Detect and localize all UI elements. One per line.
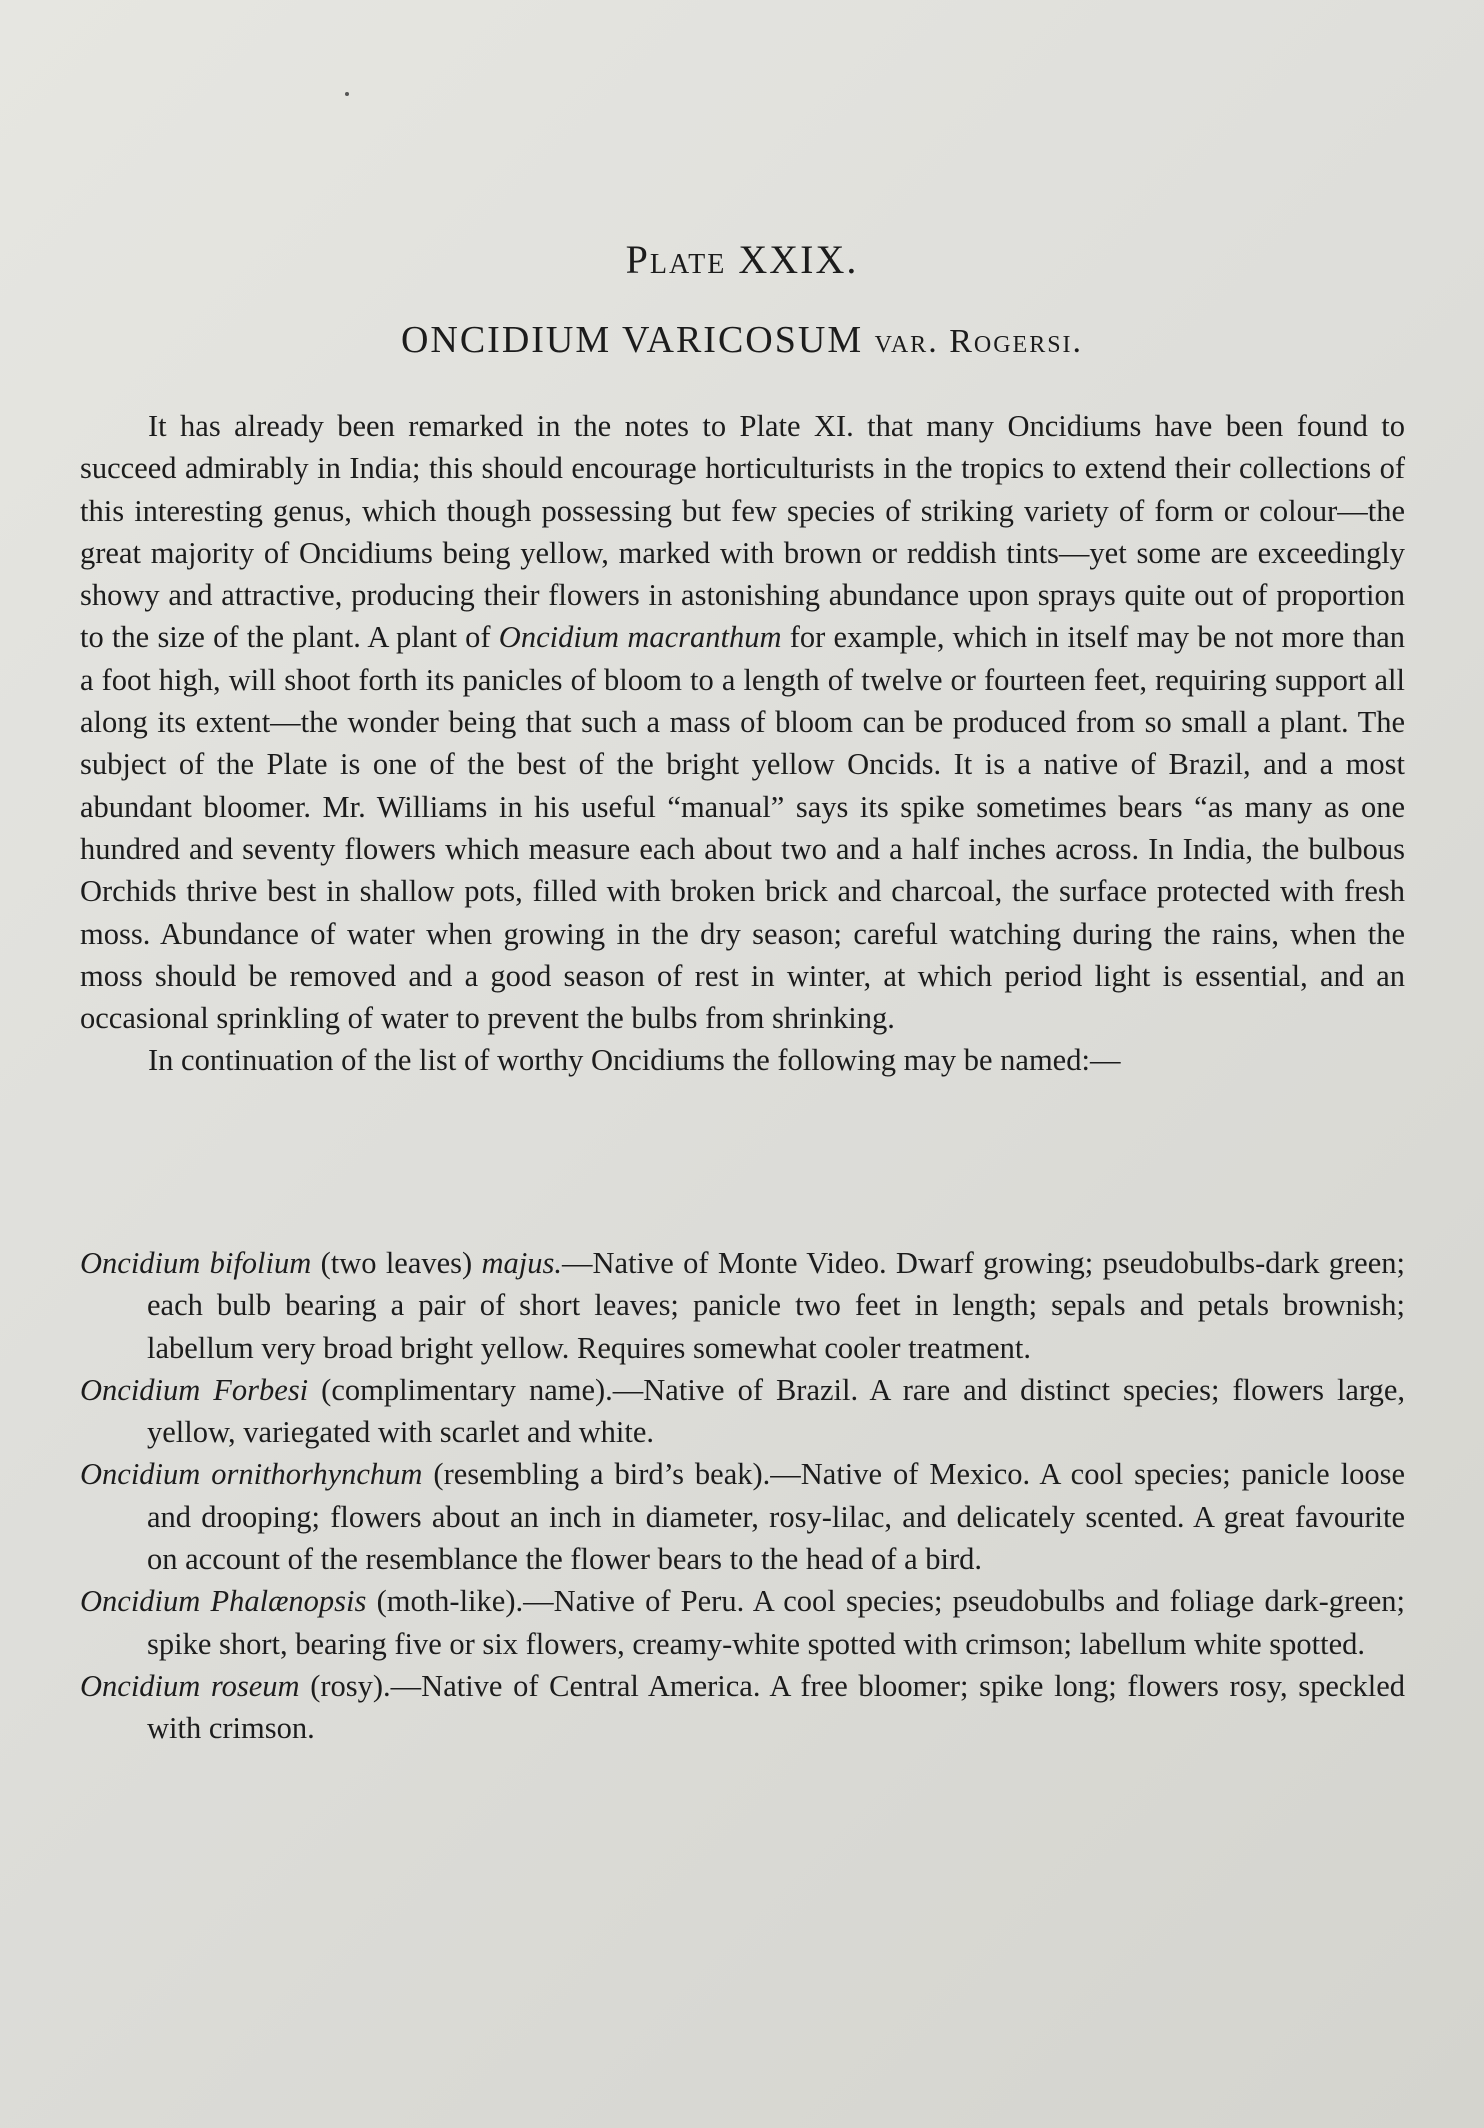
paragraph-list-intro: In continuation of the list of worthy Oncidiums the following may be named:—	[148, 1043, 1121, 1078]
species-heading	[0, 318, 1484, 362]
plate-label: Plate	[625, 237, 727, 282]
paragraph-intro-part2: for example, which in itself may be not more than a foot high, will shoot forth its panicles of bloom to a length of twelve or fourteen feet, requiring support all along its extent—the wonder being that such a mass of bloom can be produced from so small a plant. The subject of the Plate is one of the best of the bright yellow Oncids. It is a native of Brazil, and a most abundant bloomer. Mr. Williams in his useful “manual” says its spike sometimes bears “as many as one hundred and seventy flowers which measure each about two and a half inches across. In India, the bulbous Orchids thrive best in shallow pots, filled with broken brick and charcoal, the surface protected with fresh moss. Abundance of water when growing in the dry season; careful watching during the rains, when the moss should be removed and a good season of rest in winter, at which period light is essential, and an occasional sprinkling of water to prevent the bulbs from shrinking.	[80, 620, 1405, 1036]
entry-text: —Native of Central America. A free bloomer; spike long; flowers rosy, speckled with crimson.	[147, 1668, 1405, 1746]
entry-name: Oncidium bifolium	[80, 1246, 312, 1280]
list-item	[80, 1242, 1405, 1369]
entry-name: Oncidium ornithorhynchum	[80, 1457, 423, 1492]
species-list	[80, 1242, 1405, 1750]
entry-name: Oncidium Forbesi	[80, 1372, 309, 1407]
list-item	[80, 1665, 1405, 1750]
list-item	[80, 1369, 1405, 1454]
main-text	[80, 405, 1405, 1082]
entry-text: —Native of Monte Video. Dwarf growing; pseudobulbs-dark green; each bulb bearing a pair of short leaves; panicle two feet in length; sepals and petals brownish; labellum very broad bright yellow. Requires somewhat cooler treatment.	[147, 1246, 1405, 1365]
paragraph-intro	[80, 405, 1405, 1039]
entry-meaning: (moth-like).	[366, 1584, 524, 1619]
entry-variety: majus.	[481, 1246, 563, 1280]
plate-numeral: XXIX.	[738, 237, 859, 282]
paragraph-intro-part1: It has already been remarked in the notes to Plate XI. that many Oncidiums have been found to succeed admirably in India; this should encourage horticulturists in the tropics to extend their collections of this interesting genus, which though possessing but few species of striking variety of form or colour—the great majority of Oncidiums being yellow, marked with brown or reddish tints—yet some are exceedingly showy and attractive, producing their flowers in astonishing abundance upon sprays quite out of proportion to the size of the plant. A plant of	[80, 409, 1405, 655]
entry-text: —Native of Brazil. A rare and distinct species; flowers large, yellow, variegated with scarlet and white.	[147, 1372, 1405, 1450]
plate-heading	[0, 236, 1484, 283]
entry-text: —Native of Peru. A cool species; pseudobulbs and foliage dark-green; spike short, bearing five or six flowers, creamy-white spotted with crimson; labellum white spotted.	[147, 1584, 1406, 1661]
entry-name: Oncidium Phalænopsis	[80, 1584, 367, 1619]
entry-meaning: (two leaves)	[311, 1246, 482, 1280]
list-item	[80, 1580, 1405, 1665]
entry-meaning: (complimentary name).	[308, 1372, 613, 1407]
entry-name: Oncidium roseum	[80, 1668, 300, 1703]
species-name: ONCIDIUM VARICOSUM	[400, 319, 864, 361]
species-mention-macranthum: Oncidium macranthum	[498, 620, 782, 655]
entry-meaning: (resembling a bird’s beak).	[422, 1457, 771, 1492]
ink-speck	[345, 92, 349, 96]
list-item	[80, 1453, 1405, 1580]
species-variety: var. Rogersi.	[874, 323, 1084, 360]
entry-text: —Native of Mexico. A cool species; panicle loose and drooping; flowers about an inch in diameter, rosy-lilac, and delicately scented. A great favourite on account of the resemblance the flower bears to the head of a bird.	[147, 1457, 1405, 1577]
entry-meaning: (rosy).	[299, 1668, 391, 1703]
